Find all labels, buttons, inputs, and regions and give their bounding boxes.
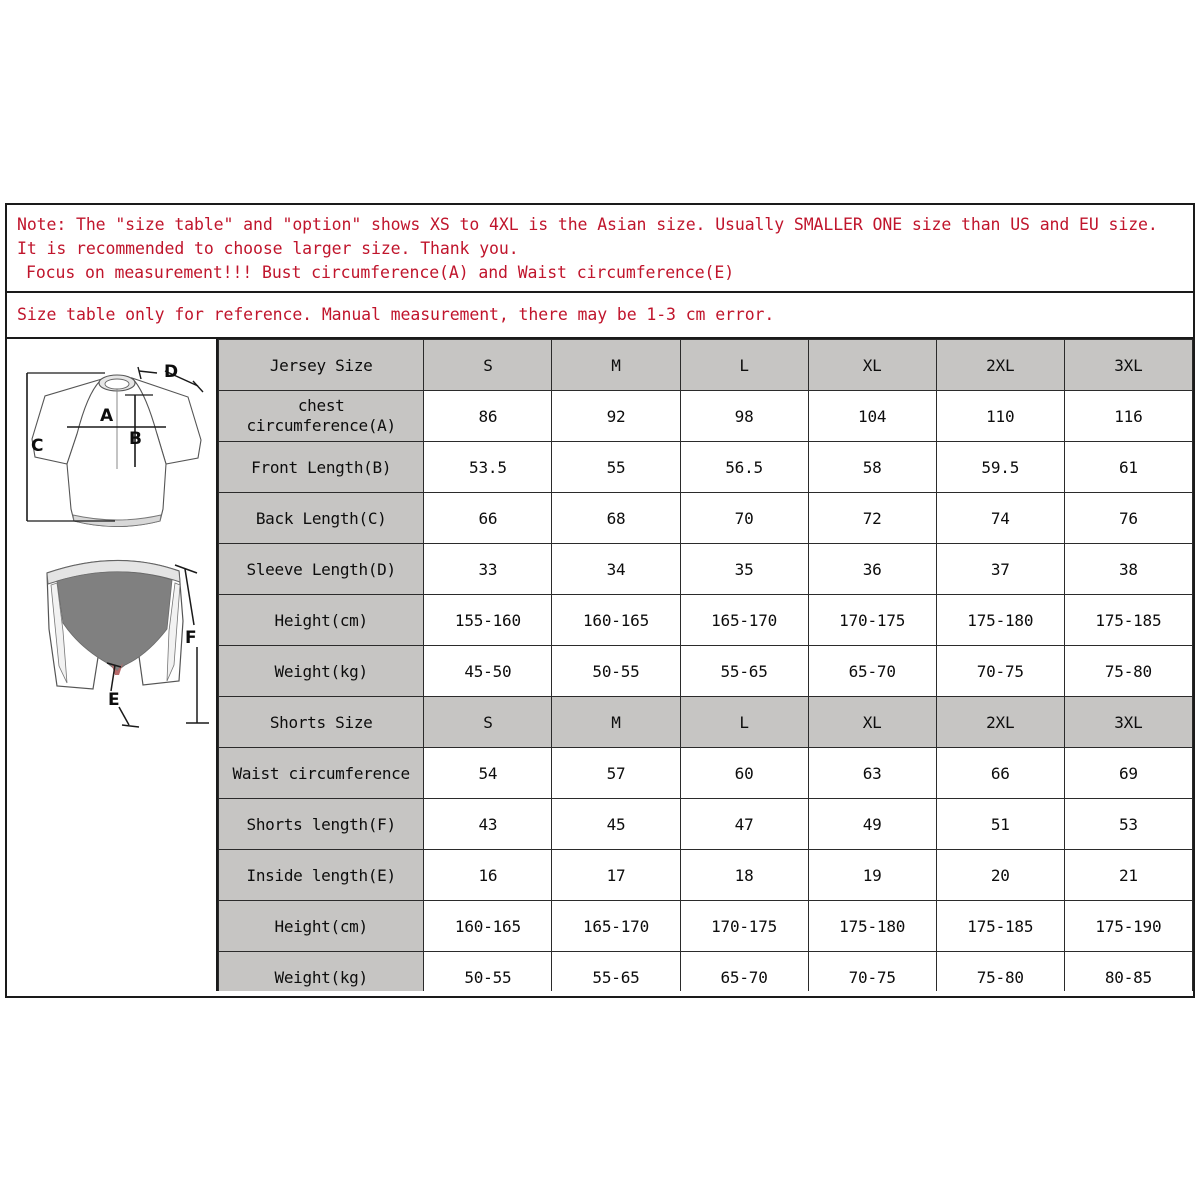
- cell-value: 49: [808, 799, 936, 850]
- diagram-column: [7, 339, 218, 991]
- table-row: [219, 544, 1193, 595]
- note-banner-secondary: [7, 293, 1193, 339]
- row-label-shorts-length: Shorts length(F): [219, 799, 424, 850]
- cell-value: 75-80: [936, 952, 1064, 992]
- cell-value: 16: [424, 850, 552, 901]
- measure-label-d: D: [164, 362, 179, 382]
- cell-value: 51: [936, 799, 1064, 850]
- table-row: [219, 799, 1193, 850]
- table-row-jersey-header: [219, 340, 1193, 391]
- cell-value: 53: [1064, 799, 1192, 850]
- jersey-neck-opening: [105, 379, 129, 389]
- table-row: [219, 442, 1193, 493]
- cell-value: 63: [808, 748, 936, 799]
- note-line-3: Focus on measurement!!! Bust circumference(A) and Waist circumference(E): [26, 263, 735, 282]
- cell-value: 53.5: [424, 442, 552, 493]
- cell-value: 50-55: [424, 952, 552, 992]
- measure-line-e-cap2: [122, 725, 139, 727]
- cell-value: 75-80: [1064, 646, 1192, 697]
- cell-value: 45-50: [424, 646, 552, 697]
- header-jersey-3xl: 3XL: [1064, 340, 1192, 391]
- cell-value: 55: [552, 442, 680, 493]
- cell-value: 59.5: [936, 442, 1064, 493]
- chart-body: [7, 339, 1193, 991]
- cell-value: 175-185: [1064, 595, 1192, 646]
- cell-value: 165-170: [680, 595, 808, 646]
- measure-line-f-a: [185, 569, 194, 625]
- cell-value: 20: [936, 850, 1064, 901]
- cell-value: 19: [808, 850, 936, 901]
- note-line-2: It is recommended to choose larger size. Thank you.: [17, 239, 519, 258]
- header-jersey-m: M: [552, 340, 680, 391]
- header-shorts-s: S: [424, 697, 552, 748]
- cell-value: 36: [808, 544, 936, 595]
- cell-value: 68: [552, 493, 680, 544]
- cell-value: 35: [680, 544, 808, 595]
- measure-label-c: C: [31, 436, 44, 456]
- cell-value: 57: [552, 748, 680, 799]
- measure-label-f: F: [185, 628, 197, 648]
- measure-line-d-cap1: [138, 367, 141, 379]
- row-label-shorts-height: Height(cm): [219, 901, 424, 952]
- cell-value: 17: [552, 850, 680, 901]
- header-jersey-size: Jersey Size: [219, 340, 424, 391]
- header-shorts-m: M: [552, 697, 680, 748]
- table-row: [219, 595, 1193, 646]
- note-line-4: Size table only for reference. Manual measurement, there may be 1-3 cm error.: [17, 305, 775, 324]
- note-line-1: Note: The "size table" and "option" shows XS to 4XL is the Asian size. Usually SMALLER ONE size than US and EU size.: [17, 215, 1158, 234]
- header-jersey-l: L: [680, 340, 808, 391]
- cell-value: 54: [424, 748, 552, 799]
- cell-value: 18: [680, 850, 808, 901]
- table-row-shorts-header: [219, 697, 1193, 748]
- cell-value: 65-70: [680, 952, 808, 992]
- table-row: [219, 646, 1193, 697]
- header-shorts-2xl: 2XL: [936, 697, 1064, 748]
- cell-value: 72: [808, 493, 936, 544]
- header-shorts-size: Shorts Size: [219, 697, 424, 748]
- cell-value: 69: [1064, 748, 1192, 799]
- size-chart-frame: [5, 203, 1195, 998]
- cell-value: 86: [424, 391, 552, 442]
- table-row: [219, 493, 1193, 544]
- cell-value: 47: [680, 799, 808, 850]
- cell-value: 21: [1064, 850, 1192, 901]
- cell-value: 160-165: [424, 901, 552, 952]
- cell-value: 70-75: [936, 646, 1064, 697]
- cell-value: 70: [680, 493, 808, 544]
- cell-value: 110: [936, 391, 1064, 442]
- cell-value: 70-75: [808, 952, 936, 992]
- table-row: [219, 952, 1193, 992]
- cell-value: 38: [1064, 544, 1192, 595]
- row-label-front-length: Front Length(B): [219, 442, 424, 493]
- header-jersey-2xl: 2XL: [936, 340, 1064, 391]
- cell-value: 170-175: [680, 901, 808, 952]
- cell-value: 160-165: [552, 595, 680, 646]
- cell-value: 34: [552, 544, 680, 595]
- row-label-sleeve-length: Sleeve Length(D): [219, 544, 424, 595]
- cell-value: 37: [936, 544, 1064, 595]
- cell-value: 165-170: [552, 901, 680, 952]
- cell-value: 175-190: [1064, 901, 1192, 952]
- row-label-waist-circumference: Waist circumference: [219, 748, 424, 799]
- cell-value: 56.5: [680, 442, 808, 493]
- cell-value: 58: [808, 442, 936, 493]
- cell-value: 66: [424, 493, 552, 544]
- cell-value: 76: [1064, 493, 1192, 544]
- cell-value: 155-160: [424, 595, 552, 646]
- table-row: [219, 850, 1193, 901]
- measure-line-d-a: [139, 371, 157, 373]
- table-row: [219, 901, 1193, 952]
- size-table-column: [218, 339, 1193, 991]
- cell-value: 98: [680, 391, 808, 442]
- cell-value: 175-185: [936, 901, 1064, 952]
- cell-value: 66: [936, 748, 1064, 799]
- header-shorts-l: L: [680, 697, 808, 748]
- cell-value: 104: [808, 391, 936, 442]
- row-label-back-length: Back Length(C): [219, 493, 424, 544]
- cell-value: 61: [1064, 442, 1192, 493]
- jersey-measurement-diagram: [27, 362, 203, 527]
- header-jersey-xl: XL: [808, 340, 936, 391]
- cell-value: 33: [424, 544, 552, 595]
- measure-line-d-cap2: [193, 381, 203, 392]
- table-row: [219, 748, 1193, 799]
- garment-diagrams: [7, 339, 216, 979]
- header-shorts-3xl: 3XL: [1064, 697, 1192, 748]
- measure-label-b: B: [129, 429, 142, 449]
- row-label-chest-circumference: chest circumference(A): [219, 391, 424, 442]
- cell-value: 43: [424, 799, 552, 850]
- cell-value: 45: [552, 799, 680, 850]
- row-label-jersey-weight: Weight(kg): [219, 646, 424, 697]
- cell-value: 55-65: [552, 952, 680, 992]
- cell-value: 116: [1064, 391, 1192, 442]
- cell-value: 175-180: [808, 901, 936, 952]
- cell-value: 50-55: [552, 646, 680, 697]
- cell-value: 74: [936, 493, 1064, 544]
- cell-value: 65-70: [808, 646, 936, 697]
- measure-label-a: A: [100, 406, 114, 426]
- note-banner-primary: [7, 205, 1193, 293]
- size-table: [218, 339, 1193, 991]
- table-row: [219, 391, 1193, 442]
- cell-value: 80-85: [1064, 952, 1192, 992]
- row-label-inside-length: Inside length(E): [219, 850, 424, 901]
- header-jersey-s: S: [424, 340, 552, 391]
- row-label-jersey-height: Height(cm): [219, 595, 424, 646]
- cell-value: 92: [552, 391, 680, 442]
- measure-line-e-b: [119, 707, 129, 725]
- row-label-shorts-weight: Weight(kg): [219, 952, 424, 992]
- header-shorts-xl: XL: [808, 697, 936, 748]
- cell-value: 55-65: [680, 646, 808, 697]
- shorts-measurement-diagram: [47, 560, 209, 727]
- cell-value: 170-175: [808, 595, 936, 646]
- cell-value: 60: [680, 748, 808, 799]
- measure-label-e: E: [108, 690, 120, 710]
- cell-value: 175-180: [936, 595, 1064, 646]
